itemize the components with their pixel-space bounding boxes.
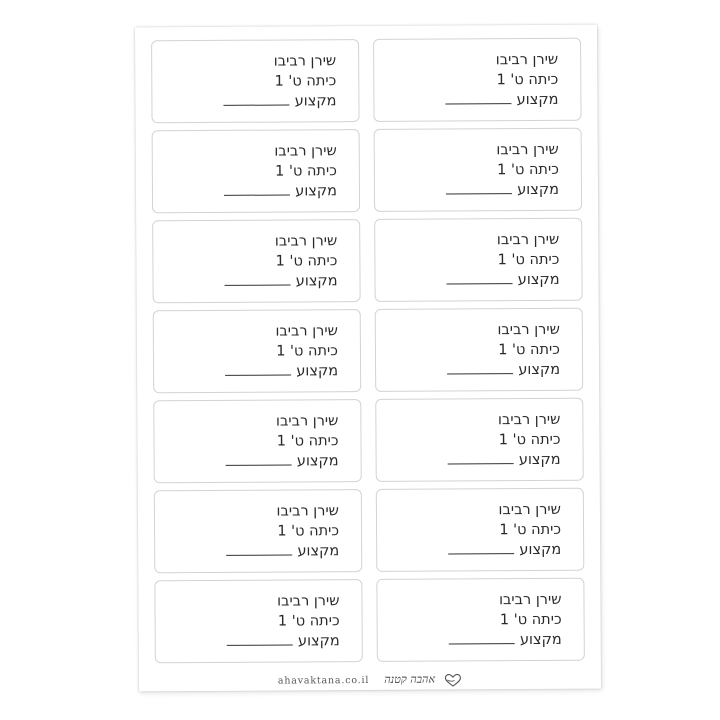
class-text: כיתה ט' 1 (499, 521, 562, 539)
name-label-sticker (374, 218, 583, 302)
subject-line (155, 451, 339, 472)
subject-line (155, 541, 339, 562)
name-label-sticker (376, 578, 585, 662)
student-name: שירן רביבו (276, 503, 339, 520)
subject-fill-in-blank (446, 90, 512, 104)
student-name: שירן רביבו (275, 323, 338, 340)
class-text: כיתה ט' 1 (276, 343, 339, 360)
subject-label: מקצוע (297, 633, 340, 650)
subject-label: מקצוע (295, 183, 338, 200)
label-grid (149, 38, 585, 664)
class-text: כיתה ט' 1 (275, 253, 338, 270)
student-name: שירן רביבו (277, 593, 340, 610)
subject-label: מקצוע (294, 93, 337, 110)
class-text: כיתה ט' 1 (277, 613, 340, 630)
class-text: כיתה ט' 1 (496, 71, 559, 89)
subject-fill-in-blank (224, 181, 290, 195)
subject-line (377, 450, 561, 471)
class-text: כיתה ט' 1 (499, 611, 562, 629)
class-text: כיתה ט' 1 (274, 73, 337, 90)
subject-line (377, 540, 561, 561)
brand-name: אהבה קטנה (384, 672, 436, 686)
name-label-sticker (375, 398, 584, 482)
name-label-sticker (375, 308, 584, 392)
subject-fill-in-blank (227, 631, 293, 645)
website-text: ahavaktana.co.il (277, 674, 370, 687)
subject-fill-in-blank (224, 91, 290, 105)
name-label-sticker (151, 39, 360, 123)
subject-line (375, 270, 559, 291)
class-text: כיתה ט' 1 (277, 523, 340, 540)
subject-fill-in-blank (447, 360, 513, 374)
name-label-sticker (374, 128, 583, 212)
student-name: שירן רביבו (497, 321, 560, 339)
subject-label: מקצוע (295, 273, 338, 290)
subject-line (152, 91, 336, 112)
subject-fill-in-blank (225, 271, 291, 285)
name-label-sticker (154, 489, 363, 573)
class-text: כיתה ט' 1 (497, 161, 559, 179)
class-text: כיתה ט' 1 (497, 251, 560, 269)
subject-line (156, 631, 340, 652)
name-label-sticker (376, 488, 585, 572)
subject-fill-in-blank (226, 451, 292, 465)
name-label-sticker (153, 399, 362, 483)
subject-label: מקצוע (518, 451, 561, 469)
student-name: שירן רביבו (274, 143, 337, 160)
subject-line (153, 271, 337, 292)
student-name: שירן רביבו (496, 231, 560, 249)
subject-fill-in-blank (447, 270, 513, 284)
student-name: שירן רביבו (498, 501, 561, 519)
subject-line (154, 361, 338, 382)
name-label-sticker (153, 309, 362, 393)
student-name: שירן רביבו (499, 591, 562, 609)
subject-label: מקצוע (517, 271, 560, 289)
class-text: כיתה ט' 1 (276, 433, 339, 450)
student-name: שירן רביבו (273, 53, 337, 70)
subject-fill-in-blank (446, 180, 512, 194)
name-label-sticker (152, 129, 361, 213)
subject-label: מקצוע (519, 631, 562, 649)
sheet-footer (139, 672, 601, 689)
sticker-sheet (135, 25, 601, 692)
subject-line (374, 90, 558, 111)
subject-label: מקצוע (519, 541, 562, 559)
subject-fill-in-blank (226, 541, 292, 555)
subject-label: מקצוע (516, 91, 559, 109)
subject-label: מקצוע (297, 543, 340, 560)
subject-line (375, 180, 559, 201)
student-name: שירן רביבו (497, 411, 561, 429)
subject-line (153, 181, 337, 202)
name-label-sticker (154, 579, 363, 663)
subject-fill-in-blank (449, 630, 515, 644)
subject-label: מקצוע (517, 181, 560, 199)
name-label-sticker (152, 219, 361, 303)
subject-label: מקצוע (296, 453, 339, 470)
name-label-sticker (373, 38, 582, 122)
subject-line (378, 630, 562, 651)
student-name: שירן רביבו (275, 413, 339, 430)
subject-fill-in-blank (448, 450, 514, 464)
student-name: שירן רביבו (274, 233, 338, 250)
class-text: כיתה ט' 1 (498, 431, 561, 449)
subject-fill-in-blank (225, 361, 291, 375)
subject-label: מקצוע (518, 361, 561, 379)
heart-outline-icon (444, 673, 462, 687)
subject-label: מקצוע (296, 363, 339, 380)
class-text: כיתה ט' 1 (498, 341, 561, 359)
student-name: שירן רביבו (496, 141, 559, 159)
student-name: שירן רביבו (495, 51, 559, 69)
subject-fill-in-blank (448, 540, 514, 554)
class-text: כיתה ט' 1 (275, 163, 337, 180)
subject-line (376, 360, 560, 381)
